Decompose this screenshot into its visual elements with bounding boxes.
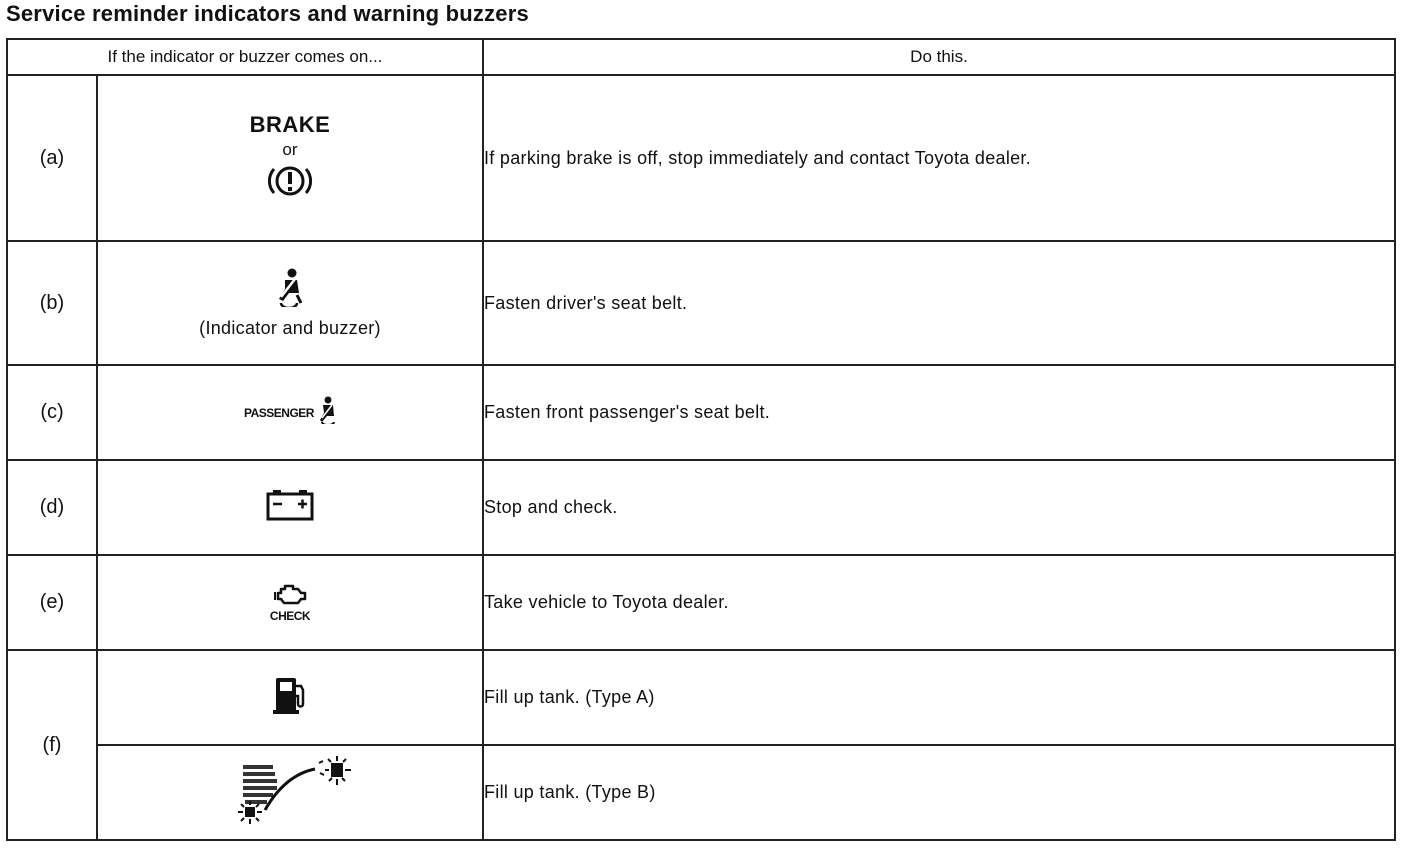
action-text: Stop and check. <box>483 460 1395 555</box>
action-text: Fill up tank. (Type B) <box>483 745 1395 840</box>
table-row <box>7 460 1395 555</box>
passenger-label: PASSENGER <box>244 405 314 420</box>
row-label: (a) <box>7 75 97 241</box>
indicator-cell <box>97 365 483 460</box>
fuel-gauge-warning-icon <box>225 812 355 829</box>
header-indicator: If the indicator or buzzer comes on... <box>7 39 483 75</box>
fuel-pump-icon <box>270 703 310 720</box>
indicator-cell <box>97 650 483 745</box>
check-label: CHECK <box>269 609 311 623</box>
indicator-cell <box>97 555 483 650</box>
check-engine-icon <box>273 583 307 610</box>
row-label: (f) <box>7 650 97 840</box>
indicator-cell <box>97 75 483 241</box>
page-title: Service reminder indicators and warning buzzers <box>6 1 529 26</box>
table-row <box>7 75 1395 241</box>
table-row <box>7 555 1395 650</box>
row-label: (b) <box>7 241 97 365</box>
action-text: Fill up tank. (Type A) <box>483 650 1395 745</box>
header-action: Do this. <box>483 39 1395 75</box>
passenger-seat-belt-icon <box>318 396 336 429</box>
battery-icon <box>265 509 315 526</box>
row-label: (e) <box>7 555 97 650</box>
indicator-table <box>6 38 1396 841</box>
table-header-row <box>7 39 1395 75</box>
table-row <box>7 650 1395 745</box>
brake-warning-icon <box>265 161 315 206</box>
table-row <box>7 241 1395 365</box>
indicator-note: (Indicator and buzzer) <box>199 318 381 338</box>
or-label: or <box>282 139 298 159</box>
row-label: (c) <box>7 365 97 460</box>
indicator-cell <box>97 241 483 365</box>
indicator-cell <box>97 745 483 840</box>
action-text: Fasten driver's seat belt. <box>483 241 1395 365</box>
action-text: Fasten front passenger's seat belt. <box>483 365 1395 460</box>
action-text: Take vehicle to Toyota dealer. <box>483 555 1395 650</box>
table-row <box>7 365 1395 460</box>
seat-belt-icon <box>275 267 305 312</box>
table-row <box>7 745 1395 840</box>
brake-label: BRAKE <box>249 111 331 137</box>
indicator-cell <box>97 460 483 555</box>
action-text: If parking brake is off, stop immediately and contact Toyota dealer. <box>483 75 1395 241</box>
row-label: (d) <box>7 460 97 555</box>
